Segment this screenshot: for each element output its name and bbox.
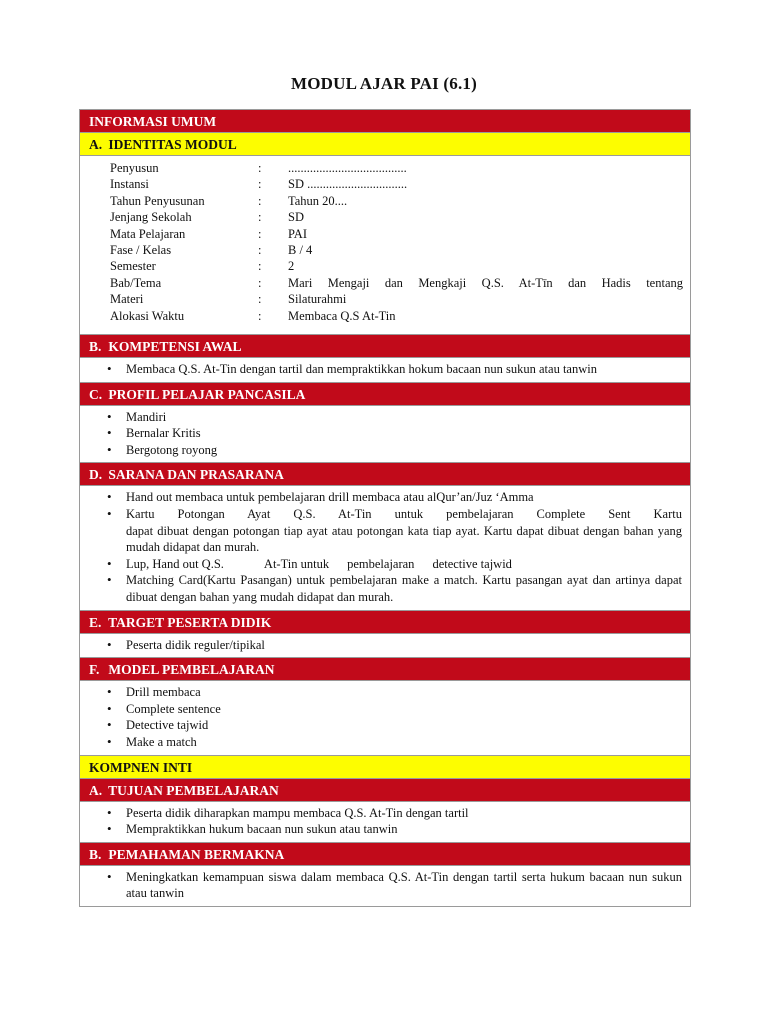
list-item-text: detective tajwid: [432, 556, 512, 571]
section-number: A.: [89, 137, 103, 152]
identity-label: Instansi: [110, 177, 149, 192]
tujuan-pembelajaran-body: [80, 802, 690, 843]
identity-row: [110, 193, 690, 209]
identity-colon: :: [258, 161, 262, 175]
bullet-list: [80, 406, 690, 463]
identity-row: [110, 275, 690, 291]
section-label: TUJUAN PEMBELAJARAN: [108, 782, 279, 798]
list-item-text: At-Tin untuk: [263, 556, 330, 571]
bullet-list: [80, 358, 690, 382]
identity-row: [110, 226, 690, 242]
tujuan-pembelajaran-header: [80, 779, 690, 802]
section-number: B.: [89, 846, 102, 862]
bullet-list: [80, 802, 690, 842]
identity-label: Alokasi Waktu: [110, 308, 185, 323]
section-number: D.: [89, 467, 103, 483]
identity-row: [110, 291, 690, 307]
identity-colon: :: [258, 193, 262, 208]
profil-pelajar-body: [80, 406, 690, 464]
document-title: MODUL AJAR PAI (6.1): [291, 74, 477, 93]
list-item: • Peserta didik reguler/tipikal: [126, 637, 682, 654]
informasi-umum-header: [80, 110, 690, 133]
identity-label: Tahun Penyusunan: [110, 193, 205, 208]
identity-row: [110, 258, 690, 274]
komponen-inti-header: [80, 756, 690, 779]
list-item-text: dapat dibuat dengan potongan tiap ayat atau potongan kata tiap ayat. Kartu dapat dibuat dengan bahan yang mudah didapat dan murah.: [126, 523, 682, 555]
identity-colon: :: [258, 259, 262, 274]
section-label: KOMPNEN INTI: [89, 759, 193, 775]
list-item: • Peserta didik diharapkan mampu membaca Q.S. At-Tin dengan tartil: [126, 805, 682, 822]
target-peserta-header: [80, 611, 690, 634]
list-item: • Mandiri: [126, 409, 682, 426]
identity-label: Bab/Tema: [110, 275, 162, 290]
identity-label: Penyusun: [110, 161, 159, 175]
model-pembelajaran-body: [80, 681, 690, 755]
section-number: B.: [89, 339, 102, 355]
module-table: [79, 109, 691, 907]
identity-value: PAI: [288, 226, 307, 241]
list-item: [126, 506, 682, 556]
identity-value: Mari Mengaji dan Mengkaji Q.S. At-Tīn dan Hadis tentang: [288, 275, 683, 290]
identity-colon: :: [258, 292, 262, 307]
identitas-modul-header: [80, 133, 690, 156]
target-peserta-body: [80, 634, 690, 659]
bullet-list: [80, 866, 690, 906]
sarana-prasarana-header: [80, 463, 690, 486]
identity-label: Jenjang Sekolah: [110, 210, 192, 225]
identity-colon: :: [258, 308, 262, 323]
list-item-line: • Kartu Potongan Ayat Q.S. At-Tin untuk pembelajaran Complete Sent Kartu: [126, 507, 682, 522]
identity-value: B / 4: [288, 243, 313, 258]
section-label: TARGET PESERTA DIDIK: [108, 614, 272, 630]
list-item: • Make a match: [126, 734, 682, 751]
bullet-list: [80, 681, 690, 754]
identity-colon: :: [258, 226, 262, 241]
identity-row: [110, 209, 690, 225]
identity-value: 2: [288, 259, 295, 274]
list-item: [126, 556, 682, 573]
model-pembelajaran-header: [80, 658, 690, 681]
identity-label: Materi: [110, 292, 144, 307]
identity-value: Tahun 20....: [288, 193, 348, 208]
list-item-text: Lup, Hand out Q.S.: [126, 556, 224, 571]
section-number: E.: [89, 614, 102, 630]
section-label: PROFIL PELAJAR PANCASILA: [108, 386, 306, 402]
identity-row: [110, 308, 690, 324]
kompetensi-awal-body: [80, 358, 690, 383]
identity-value: Membaca Q.S At-Tin: [288, 308, 396, 323]
list-item: • Meningkatkan kemampuan siswa dalam membaca Q.S. At-Tin dengan tartil serta hukum bacaan nun sukun atau tanwin: [126, 869, 682, 902]
section-label: SARANA DAN PRASARANA: [108, 467, 284, 483]
identity-label: Mata Pelajaran: [110, 226, 186, 241]
identity-colon: :: [258, 243, 262, 258]
identity-value: SD: [288, 210, 304, 225]
section-label: MODEL PEMBELAJARAN: [108, 662, 275, 678]
pemahaman-bermakna-body: [80, 866, 690, 907]
list-item: • Bernalar Kritis: [126, 425, 682, 442]
identity-row: [110, 242, 690, 258]
section-number: A.: [89, 782, 103, 798]
identity-row: [110, 176, 690, 192]
list-item: • Bergotong royong: [126, 442, 682, 459]
pemahaman-bermakna-header: [80, 843, 690, 866]
identity-colon: :: [258, 177, 262, 192]
identity-colon: :: [258, 275, 262, 290]
identitas-modul-body: [80, 156, 690, 335]
identity-value: ......................................: [288, 161, 407, 175]
section-label: INFORMASI UMUM: [89, 114, 217, 129]
identity-colon: :: [258, 210, 262, 225]
profil-pelajar-header: [80, 383, 690, 406]
list-item: • Matching Card(Kartu Pasangan) untuk pembelajaran make a match. Kartu pasangan ayat dan artinya dapat dibuat dengan bahan yang mudah didapat dan murah.: [126, 572, 682, 605]
bullet-list: [80, 486, 690, 609]
list-item: • Complete sentence: [126, 701, 682, 718]
list-item-text: pembelajaran: [347, 556, 415, 571]
identity-value: Silaturahmi: [288, 292, 347, 307]
list-item: • Detective tajwid: [126, 717, 682, 734]
list-item: • Membaca Q.S. At-Tin dengan tartil dan mempraktikkan hokum bacaan nun sukun atau tanwin: [126, 361, 682, 378]
section-label: IDENTITAS MODUL: [108, 137, 237, 152]
identity-label: Semester: [110, 259, 156, 274]
identity-row: [110, 160, 690, 176]
identity-label: Fase / Kelas: [110, 243, 172, 258]
list-item: • Drill membaca: [126, 684, 682, 701]
section-label: KOMPETENSI AWAL: [108, 339, 242, 355]
section-number: F.: [89, 662, 100, 678]
kompetensi-awal-header: [80, 335, 690, 358]
sarana-prasarana-body: [80, 486, 690, 610]
identity-value: SD ................................: [288, 177, 408, 192]
section-label: PEMAHAMAN BERMAKNA: [108, 846, 285, 862]
list-item: • Hand out membaca untuk pembelajaran drill membaca atau alQur’an/Juz ‘Amma: [126, 489, 682, 506]
bullet-list: [80, 634, 690, 658]
list-item: • Mempraktikkan hukum bacaan nun sukun atau tanwin: [126, 821, 682, 838]
section-number: C.: [89, 386, 103, 402]
